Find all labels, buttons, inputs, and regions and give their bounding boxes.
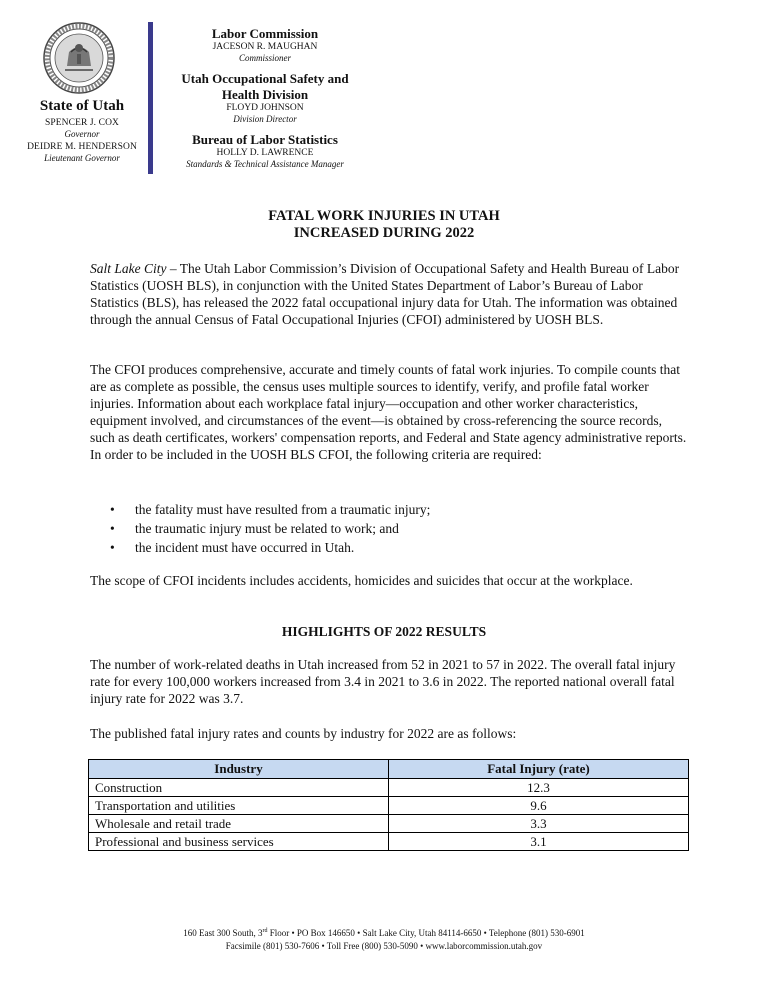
industry-cell: Wholesale and retail trade [89, 815, 389, 833]
table-intro-text: The published fatal injury rates and counts by industry for 2022 are as follows: [90, 726, 517, 741]
intro-paragraph [90, 260, 690, 328]
list-item: • the incident must have occurred in Utah. [110, 540, 355, 555]
lt-governor-title: Lieutenant Governor [44, 153, 120, 163]
headline-line-1: FATAL WORK INJURIES IN UTAH [268, 208, 500, 224]
lt-governor-name: DEIDRE M. HENDERSON [27, 142, 137, 152]
agency-official-name: FLOYD JOHNSON [226, 103, 304, 113]
agency-head: Bureau of Labor Statistics [192, 132, 338, 147]
headline-line-2: INCREASED DURING 2022 [293, 225, 475, 241]
highlights-heading: HIGHLIGHTS OF 2022 RESULTS [281, 624, 487, 639]
agency-official-name: JACESON R. MAUGHAN [212, 42, 318, 52]
page-title [0, 208, 768, 242]
highlights-text: The number of work-related deaths in Utah increased from 52 in 2021 to 57 in 2022. The overall fatal injury rate for every 100,000 workers increased from 3.4 in 2021 to 3.6 in 2022. The reported national overall fatal injury rate for 2022 was 3.7. [90, 657, 676, 706]
rate-cell: 3.1 [389, 833, 689, 851]
agency-official-title: Division Director [233, 114, 297, 124]
criteria-list [110, 500, 670, 557]
scope-text: The scope of CFOI incidents includes accidents, homicides and suicides that occur at the workplace. [90, 573, 633, 588]
rate-cell: 12.3 [389, 779, 689, 797]
industry-cell: Transportation and utilities [89, 797, 389, 815]
governor-title: Governor [64, 129, 100, 139]
industry-cell: Professional and business services [89, 833, 389, 851]
highlights-paragraph [90, 656, 690, 707]
agency-official-name: HOLLY D. LAWRENCE [216, 148, 314, 158]
letterhead-divider [148, 22, 153, 174]
agency-head: Labor Commission [211, 26, 319, 41]
list-item: • the traumatic injury must be related to work; and [110, 521, 399, 536]
state-officials [14, 98, 150, 166]
footer-address: 160 East 300 South, 3rd Floor • PO Box 146650 • Salt Lake City, Utah 84114-6650 • Telephone (801) 530-6901 [183, 928, 585, 938]
table-intro [90, 725, 690, 742]
table-row [89, 815, 689, 833]
column-header-rate: Fatal Injury (rate) [389, 760, 689, 779]
scope-paragraph [90, 572, 690, 589]
list-item: • the fatality must have resulted from a traumatic injury; [110, 502, 431, 517]
state-name: State of Utah [39, 98, 125, 114]
column-header-industry: Industry [89, 760, 389, 779]
governor-name: SPENCER J. COX [45, 118, 119, 128]
state-seal-icon [43, 22, 115, 94]
agency-list [170, 26, 360, 177]
agency-official-title: Standards & Technical Assistance Manager [186, 159, 344, 169]
agency-bls [170, 132, 360, 170]
agency-head: Utah Occupational Safety and Health Division [181, 71, 349, 102]
agency-uosh [170, 71, 360, 125]
table-row [89, 797, 689, 815]
agency-official-title: Commissioner [238, 53, 291, 63]
table-header-row [89, 760, 689, 779]
dateline: Salt Lake City [90, 261, 167, 276]
intro-text: – The Utah Labor Commission’s Division of Occupational Safety and Health Bureau of Labor Statistics (UOSH BLS), in conjunction with the United States Department of Labor’s Bureau of Labor Statistics (BLS), has released the 2022 fatal occupational injury data for Utah. The information was obtained through the annual Census of Fatal Occupational Injuries (CFOI) administered by UOSH BLS. [90, 261, 680, 327]
agency-labor-commission [170, 26, 360, 64]
table-row [89, 833, 689, 851]
page-footer [0, 925, 768, 953]
industry-rates-table [88, 759, 689, 851]
footer-contact: Facsimile (801) 530-7606 • Toll Free (800) 530-5090 • www.laborcommission.utah.gov [225, 941, 543, 951]
table-row [89, 779, 689, 797]
industry-cell: Construction [89, 779, 389, 797]
cfoi-text: The CFOI produces comprehensive, accurate and timely counts of fatal work injuries. To compile counts that are as complete as possible, the census uses multiple sources to identify, verify, and profile fatal worker injuries. Information about each workplace fatal injury—occupation and other worker characteristics, equipment involved, and circumstances of the event—is obtained by cross-referencing the source records, such as death certificates, workers' compensation reports, and Federal and State agency administrative reports. In order to be included in the UOSH BLS CFOI, the following criteria are required: [90, 362, 687, 462]
rate-cell: 3.3 [389, 815, 689, 833]
cfoi-paragraph [90, 361, 690, 463]
rate-cell: 9.6 [389, 797, 689, 815]
